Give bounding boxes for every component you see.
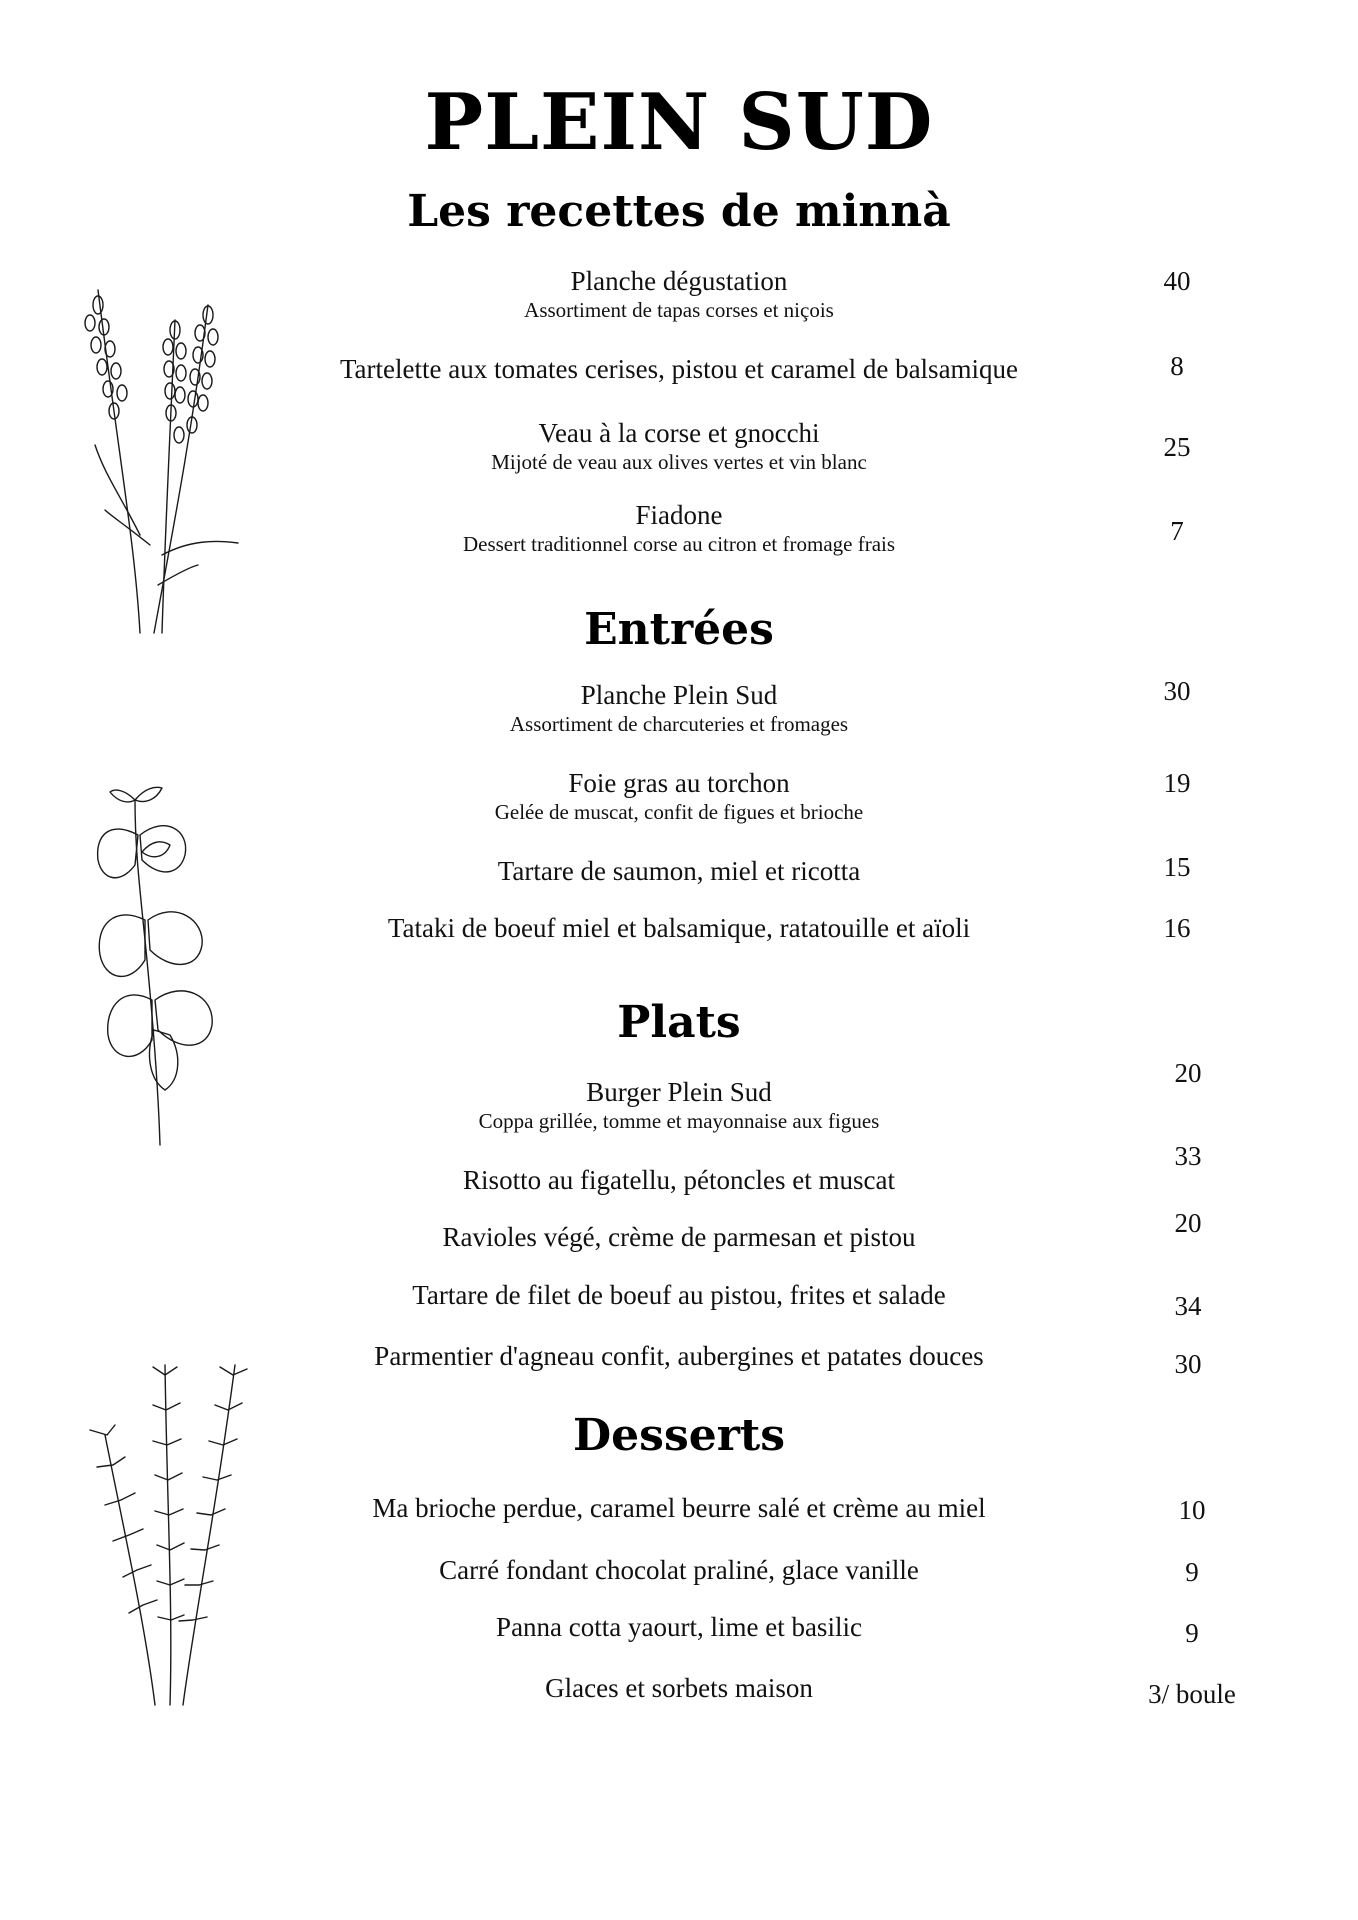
menu-item-price: 15 (1163, 852, 1191, 882)
menu-item-name: Tataki de boeuf miel et balsamique, ratatouille et aïoli (387, 913, 971, 943)
menu-item-name: Glaces et sorbets maison (545, 1673, 813, 1703)
section-title-desserts: Desserts (573, 1410, 785, 1461)
menu-item-price: 3/ boule (1148, 1679, 1236, 1709)
lavender-illustration (80, 285, 250, 640)
menu-item-name: Foie gras au torchon (568, 768, 790, 798)
menu-item-price: 20 (1174, 1208, 1202, 1238)
restaurant-title: PLEIN SUD (424, 77, 934, 168)
menu-item-name: Tartelette aux tomates cerises, pistou et caramel de balsamique (339, 354, 1019, 384)
menu-item-desc: Coppa grillée, tomme et mayonnaise aux figues (478, 1109, 880, 1133)
menu-item-price: 30 (1163, 676, 1191, 706)
menu-item-name: Veau à la corse et gnocchi (538, 418, 820, 448)
menu-item-desc: Gelée de muscat, confit de figues et brioche (494, 800, 864, 824)
menu-item-name: Planche dégustation (570, 266, 788, 296)
menu-item-price: 8 (1170, 351, 1184, 381)
menu-item-name: Fiadone (635, 500, 723, 530)
menu-item-name: Burger Plein Sud (586, 1077, 772, 1107)
section-title-plats: Plats (617, 997, 741, 1048)
menu-item-name: Planche Plein Sud (580, 680, 778, 710)
menu-item-name: Panna cotta yaourt, lime et basilic (496, 1612, 862, 1642)
menu-item-price: 40 (1163, 266, 1191, 296)
menu-item-desc: Mijoté de veau aux olives vertes et vin blanc (491, 450, 867, 474)
thyme-illustration (85, 1355, 260, 1710)
menu-item-price: 16 (1163, 913, 1191, 943)
menu-item-price: 19 (1163, 768, 1191, 798)
menu-item-price: 20 (1174, 1058, 1202, 1088)
menu-item-price: 30 (1174, 1349, 1202, 1379)
menu-item-name: Ma brioche perdue, caramel beurre salé et crème au miel (372, 1493, 986, 1523)
menu-item-price: 10 (1178, 1495, 1206, 1525)
menu-item-name: Tartare de filet de boeuf au pistou, frites et salade (412, 1280, 946, 1310)
menu-item-desc: Dessert traditionnel corse au citron et fromage frais (462, 532, 896, 556)
section-title-entrees: Entrées (584, 604, 774, 655)
basil-illustration (90, 780, 235, 1150)
menu-item-price: 33 (1174, 1141, 1202, 1171)
menu-item-price: 9 (1185, 1557, 1199, 1587)
menu-item-name: Parmentier d'agneau confit, aubergines et patates douces (374, 1341, 984, 1371)
section-title-recettes: Les recettes de minnà (407, 186, 951, 237)
menu-item-price: 7 (1170, 516, 1184, 546)
menu-item-name: Risotto au figatellu, pétoncles et muscat (463, 1165, 895, 1195)
menu-item-desc: Assortiment de charcuteries et fromages (509, 712, 849, 736)
menu-item-desc: Assortiment de tapas corses et niçois (524, 298, 834, 322)
menu-item-price: 25 (1163, 432, 1191, 462)
menu-item-name: Tartare de saumon, miel et ricotta (497, 856, 861, 886)
menu-item-price: 34 (1174, 1291, 1202, 1321)
menu-item-name: Carré fondant chocolat praliné, glace vanille (439, 1555, 919, 1585)
menu-item-price: 9 (1185, 1618, 1199, 1648)
menu-item-name: Ravioles végé, crème de parmesan et pistou (442, 1222, 916, 1252)
